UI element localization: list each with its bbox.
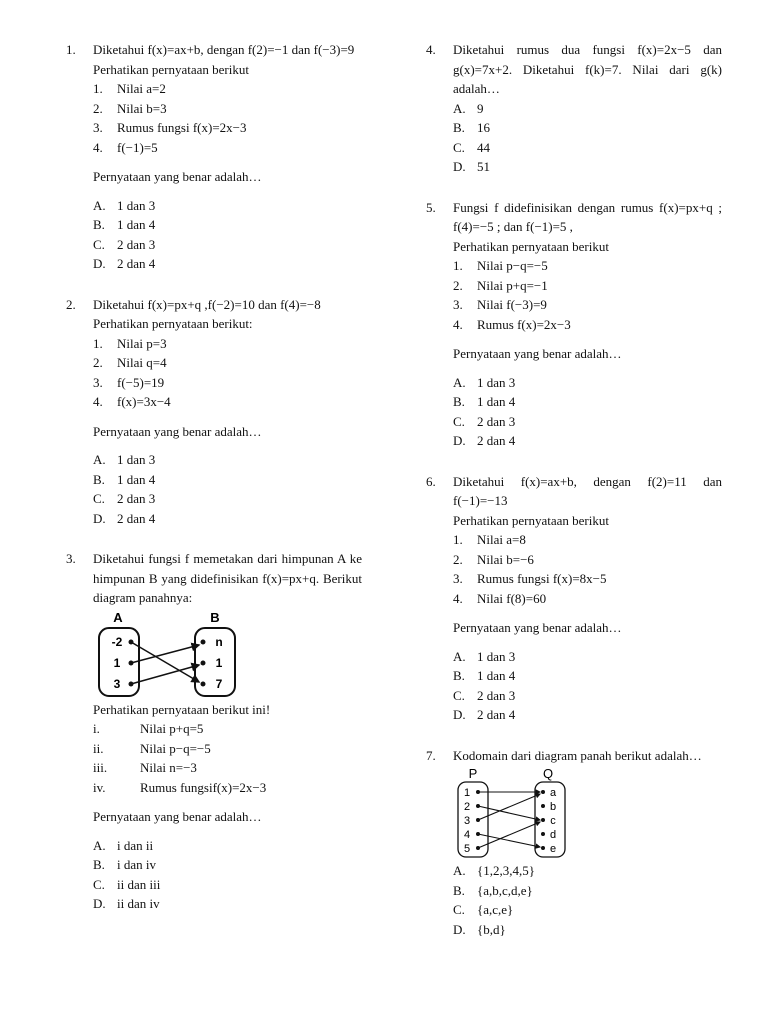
statement-lead: Perhatikan pernyataan berikut: bbox=[93, 316, 253, 331]
set-a-label: A bbox=[113, 609, 123, 625]
answer-option-c[interactable]: C. {a,c,e} bbox=[453, 902, 514, 917]
question-7 bbox=[426, 746, 722, 940]
answer-option-d[interactable]: D. ii dan iv bbox=[93, 896, 160, 911]
statement-lead: Perhatikan pernyataan berikut ini! bbox=[93, 701, 271, 717]
set-p-item: 5 bbox=[463, 843, 471, 855]
answer-option-b[interactable]: B. 16 bbox=[453, 120, 490, 135]
answer-option-c[interactable]: C. 2 dan 3 bbox=[453, 413, 516, 429]
question-4 bbox=[426, 40, 722, 177]
question-number: 7. bbox=[426, 747, 436, 763]
answer-option-c[interactable]: C. ii dan iii bbox=[93, 876, 161, 892]
set-p-item: 1 bbox=[463, 787, 471, 799]
statement-item: 1. Nilai a=8 bbox=[453, 532, 526, 547]
answer-option-d[interactable]: D. 51 bbox=[453, 159, 490, 174]
answer-option-b[interactable]: B. 1 dan 4 bbox=[93, 217, 156, 232]
answer-option-d[interactable]: D. 2 dan 4 bbox=[453, 433, 516, 448]
statement-item: iv. Rumus fungsif(x)=2x−3 bbox=[93, 779, 267, 795]
statement-item: 2. Nilai b=3 bbox=[93, 100, 167, 116]
answer-option-a[interactable]: A. 1 dan 3 bbox=[93, 452, 156, 467]
answer-option-d[interactable]: D. 2 dan 4 bbox=[93, 256, 156, 271]
statement-item: 3. Rumus fungsi f(x)=2x−3 bbox=[93, 120, 247, 135]
answer-option-d[interactable]: D. {b,d} bbox=[453, 921, 506, 937]
statement-item: 1. Nilai p−q=−5 bbox=[453, 258, 548, 273]
set-q-item: b bbox=[549, 801, 557, 813]
answer-option-c[interactable]: C. 2 dan 3 bbox=[93, 491, 156, 506]
answer-option-a[interactable]: A. 1 dan 3 bbox=[453, 374, 516, 390]
statement-item: 4. f(−1)=5 bbox=[93, 139, 158, 155]
set-p-item: 2 bbox=[463, 801, 471, 813]
question-text: Kodomain dari diagram panah berikut adalah… bbox=[453, 747, 702, 763]
answer-option-b[interactable]: B. 1 dan 4 bbox=[453, 394, 516, 409]
answer-option-c[interactable]: C. 2 dan 3 bbox=[453, 687, 516, 703]
mapping-arrow bbox=[131, 665, 199, 684]
mapping-arrow bbox=[478, 822, 540, 848]
mapping-arrow bbox=[478, 834, 540, 847]
statement-item: 2. Nilai q=4 bbox=[93, 355, 167, 370]
statement-item: 1. Nilai p=3 bbox=[93, 335, 167, 351]
mapping-arrow bbox=[478, 806, 540, 820]
set-b-label: B bbox=[210, 609, 220, 625]
statement-item: 4. Rumus f(x)=2x−3 bbox=[453, 316, 571, 332]
answer-option-d[interactable]: D. 2 dan 4 bbox=[93, 510, 156, 526]
statement-item: iii. Nilai n=−3 bbox=[93, 760, 197, 775]
question-prompt: Pernyataan yang benar adalah… bbox=[453, 346, 622, 361]
question-text: Diketahui fungsi f memetakan dari himpunan A ke himpunan B yang didefinisikan f(x)=px+q. Berikut diagram panahnya: bbox=[93, 551, 362, 605]
question-number: 3. bbox=[66, 551, 76, 566]
arrow-diagram-p-q bbox=[453, 767, 722, 859]
statement-item: 4. f(x)=3x−4 bbox=[93, 394, 171, 409]
statement-item: 2. Nilai p+q=−1 bbox=[453, 277, 548, 293]
answer-option-b[interactable]: B. 1 dan 4 bbox=[93, 471, 156, 487]
arrow-diagram-a-b bbox=[93, 610, 362, 698]
answer-options bbox=[453, 861, 722, 939]
question-number: 2. bbox=[66, 296, 76, 312]
statement-item: ii. Nilai p−q=−5 bbox=[93, 740, 211, 756]
set-a-item: 3 bbox=[113, 676, 121, 691]
set-q-item: e bbox=[549, 843, 557, 855]
answer-option-a[interactable]: A. {1,2,3,4,5} bbox=[453, 863, 535, 878]
question-5 bbox=[426, 198, 722, 451]
set-q-item: c bbox=[550, 815, 556, 827]
statement-lead: Perhatikan pernyataan berikut bbox=[453, 512, 609, 528]
question-3 bbox=[66, 549, 362, 914]
answer-option-c[interactable]: C. 44 bbox=[453, 139, 490, 155]
question-number: 5. bbox=[426, 199, 436, 215]
answer-options bbox=[453, 373, 722, 451]
question-number: 1. bbox=[66, 42, 76, 57]
answer-option-a[interactable]: A. 1 dan 3 bbox=[93, 197, 156, 213]
answer-option-b[interactable]: B. i dan iv bbox=[93, 857, 156, 872]
question-prompt: Pernyataan yang benar adalah… bbox=[93, 423, 262, 439]
set-q-label: Q bbox=[542, 767, 554, 781]
statement-item: 3. Nilai f(−3)=9 bbox=[453, 297, 547, 312]
set-b-item: 1 bbox=[215, 655, 223, 670]
question-text: Diketahui f(x)=px+q ,f(−2)=10 dan f(4)=−8 bbox=[93, 296, 321, 312]
statement-item: i. Nilai p+q=5 bbox=[93, 721, 204, 736]
statement-lead: Perhatikan pernyataan berikut bbox=[93, 61, 249, 77]
answer-options bbox=[93, 836, 362, 914]
answer-options bbox=[93, 450, 362, 528]
set-q-item: a bbox=[549, 787, 557, 799]
right-column bbox=[426, 40, 722, 939]
answer-option-a[interactable]: A. i dan ii bbox=[93, 837, 154, 853]
statement-item: 3. f(−5)=19 bbox=[93, 374, 165, 390]
set-b-item: 7 bbox=[215, 676, 223, 691]
question-prompt: Pernyataan yang benar adalah… bbox=[93, 169, 262, 184]
statement-item: 3. Rumus fungsi f(x)=8x−5 bbox=[453, 571, 607, 586]
set-a-item: 1 bbox=[113, 655, 121, 670]
statement-item: 1. Nilai a=2 bbox=[93, 81, 166, 96]
question-text: Diketahui rumus dua fungsi f(x)=2x−5 dan g(x)=7x+2. Diketahui f(k)=7. Nilai dari g(k) adalah… bbox=[453, 42, 722, 96]
answer-options bbox=[453, 99, 722, 177]
question-text: Fungsi f didefinisikan dengan rumus f(x)=px+q ; f(4)=−5 ; dan f(−1)=5 , bbox=[453, 199, 722, 234]
answer-option-d[interactable]: D. 2 dan 4 bbox=[453, 707, 516, 722]
question-2 bbox=[66, 295, 362, 529]
statement-lead: Perhatikan pernyataan berikut bbox=[453, 238, 609, 254]
answer-option-b[interactable]: B. {a,b,c,d,e} bbox=[453, 882, 533, 898]
set-q-item: d bbox=[549, 829, 557, 841]
question-text: Diketahui f(x)=ax+b, dengan f(2)=11 dan f(−1)=−13 bbox=[453, 473, 722, 508]
question-text: Diketahui f(x)=ax+b, dengan f(2)=−1 dan f(−3)=9 bbox=[93, 42, 355, 57]
answer-option-a[interactable]: A. 1 dan 3 bbox=[453, 648, 516, 664]
question-prompt: Pernyataan yang benar adalah… bbox=[93, 809, 262, 824]
answer-options bbox=[93, 196, 362, 274]
answer-option-c[interactable]: C. 2 dan 3 bbox=[93, 236, 156, 252]
answer-option-a[interactable]: A. 9 bbox=[453, 100, 484, 116]
question-number: 6. bbox=[426, 473, 436, 489]
set-p-label: P bbox=[468, 767, 478, 781]
set-b-item: n bbox=[215, 634, 223, 649]
answer-option-b[interactable]: B. 1 dan 4 bbox=[453, 668, 516, 683]
statement-item: 2. Nilai b=−6 bbox=[453, 551, 534, 567]
mapping-arrow bbox=[478, 794, 540, 820]
answer-options bbox=[453, 647, 722, 725]
question-6 bbox=[426, 472, 722, 725]
left-column bbox=[66, 40, 362, 914]
statement-item: 4. Nilai f(8)=60 bbox=[453, 590, 547, 606]
set-p-item: 3 bbox=[463, 815, 471, 827]
question-prompt: Pernyataan yang benar adalah… bbox=[453, 620, 622, 635]
question-1 bbox=[66, 40, 362, 274]
set-a-item: -2 bbox=[111, 634, 123, 649]
set-p-item: 4 bbox=[463, 829, 471, 841]
question-number: 4. bbox=[426, 42, 436, 57]
